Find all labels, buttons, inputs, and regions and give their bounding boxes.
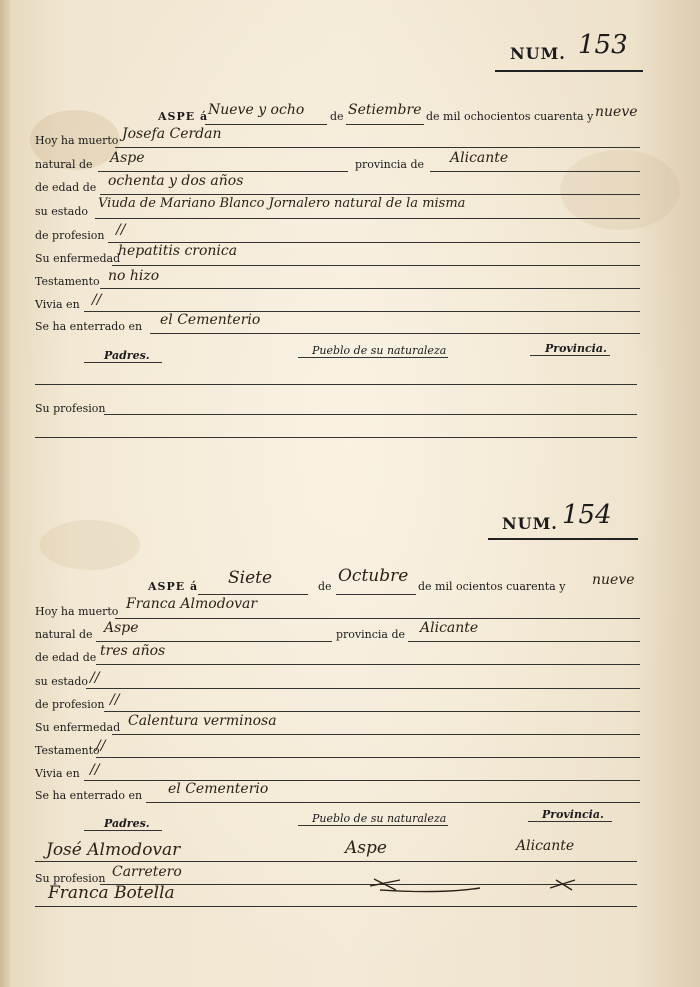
record-number-label: NUM. bbox=[502, 514, 558, 533]
number-rule bbox=[495, 70, 643, 72]
place-label: ASPE á bbox=[148, 580, 199, 593]
binding-edge bbox=[0, 0, 10, 987]
native-line bbox=[96, 641, 332, 642]
month-line bbox=[336, 594, 416, 595]
number-rule bbox=[488, 538, 638, 540]
illness-label: Su enfermedad bbox=[35, 252, 121, 265]
day-value: Siete bbox=[228, 568, 273, 588]
parent-province: Alicante bbox=[516, 838, 575, 854]
col-rule bbox=[84, 362, 162, 363]
died-line bbox=[115, 618, 640, 619]
illness-label: Su enfermedad bbox=[35, 721, 121, 734]
illness-value: Calentura verminosa bbox=[128, 713, 277, 729]
year-label: de mil ocientos cuarenta y bbox=[418, 580, 566, 593]
day-line bbox=[198, 594, 308, 595]
buried-label: Se ha enterrado en bbox=[35, 320, 143, 333]
native-line bbox=[98, 171, 348, 172]
died-value: Josefa Cerdan bbox=[122, 126, 222, 142]
month-value: Octubre bbox=[338, 566, 409, 586]
col-province: Provincia. bbox=[545, 342, 607, 355]
will-label: Testamento bbox=[35, 275, 100, 288]
parent-profession: Carretero bbox=[112, 864, 182, 880]
profession-line bbox=[104, 711, 640, 712]
province-line bbox=[430, 171, 640, 172]
age-value: tres años bbox=[100, 643, 166, 659]
col-rule bbox=[298, 357, 448, 358]
buried-line bbox=[150, 333, 640, 334]
will-line bbox=[96, 757, 640, 758]
state-value: Viuda de Mariano Blanco Jornalero natural de la misma bbox=[98, 196, 466, 211]
mother-line bbox=[35, 906, 637, 907]
parents-line bbox=[35, 861, 637, 862]
age-value: ochenta y dos años bbox=[108, 173, 244, 189]
col-rule bbox=[298, 825, 448, 826]
died-label: Hoy ha muerto bbox=[35, 605, 119, 618]
lived-label: Vivia en bbox=[35, 767, 80, 780]
died-line bbox=[115, 147, 640, 148]
lived-value: // bbox=[92, 292, 102, 308]
su-profesion-label: Su profesion bbox=[35, 872, 106, 885]
age-label: de edad de bbox=[35, 181, 97, 194]
native-value: Aspe bbox=[110, 150, 145, 166]
age-label: de edad de bbox=[35, 651, 97, 664]
col-province: Provincia. bbox=[542, 808, 604, 821]
profession-value: // bbox=[116, 222, 126, 238]
province-value: Alicante bbox=[450, 150, 509, 166]
will-line bbox=[100, 288, 640, 289]
lived-value: // bbox=[90, 762, 100, 778]
de-label: de bbox=[330, 110, 344, 123]
will-value: no hizo bbox=[108, 268, 160, 284]
record-number: 153 bbox=[578, 30, 628, 60]
died-label: Hoy ha muerto bbox=[35, 134, 119, 147]
year-label: de mil ochocientos cuarenta y bbox=[426, 110, 594, 123]
state-label: su estado bbox=[35, 675, 89, 688]
strike-mark bbox=[370, 879, 480, 892]
state-line bbox=[86, 688, 640, 689]
buried-value: el Cementerio bbox=[168, 781, 269, 797]
su-profesion-label: Su profesion bbox=[35, 402, 106, 415]
province-value: Alicante bbox=[420, 620, 479, 636]
state-label: su estado bbox=[35, 205, 89, 218]
mother-line bbox=[35, 437, 637, 438]
age-line bbox=[100, 194, 640, 195]
parents-line bbox=[35, 384, 637, 385]
native-label: natural de bbox=[35, 158, 93, 171]
col-town: Pueblo de su naturaleza bbox=[312, 812, 447, 825]
profession-label: de profesion bbox=[35, 698, 105, 711]
profession-label: de profesion bbox=[35, 229, 105, 242]
parent-town: Aspe bbox=[345, 838, 387, 858]
month-line bbox=[346, 124, 424, 125]
year-value: nueve bbox=[592, 572, 635, 588]
strike-mark bbox=[550, 880, 575, 890]
died-value: Franca Almodovar bbox=[126, 596, 258, 612]
province-label: provincia de bbox=[336, 628, 406, 641]
will-value: // bbox=[96, 738, 106, 754]
su-profesion-line bbox=[104, 414, 637, 415]
native-value: Aspe bbox=[104, 620, 139, 636]
illness-line bbox=[112, 734, 640, 735]
col-rule bbox=[84, 830, 162, 831]
buried-line bbox=[146, 802, 640, 803]
province-line bbox=[408, 641, 640, 642]
col-rule bbox=[528, 821, 612, 822]
year-value: nueve bbox=[595, 104, 638, 120]
parent-father: José Almodovar bbox=[46, 840, 181, 860]
day-value: Nueve y ocho bbox=[208, 102, 305, 118]
province-label: provincia de bbox=[355, 158, 425, 171]
age-line bbox=[96, 664, 640, 665]
col-rule bbox=[530, 355, 610, 356]
state-value: // bbox=[90, 670, 100, 686]
col-parents: Padres. bbox=[104, 349, 150, 362]
parent-mother: Franca Botella bbox=[48, 883, 175, 903]
month-value: Setiembre bbox=[348, 102, 422, 118]
strike-marks bbox=[360, 876, 620, 900]
col-town: Pueblo de su naturaleza bbox=[312, 344, 447, 357]
illness-value: hepatitis cronica bbox=[118, 243, 238, 259]
illness-line bbox=[112, 265, 640, 266]
will-label: Testamento bbox=[35, 744, 100, 757]
lived-label: Vivia en bbox=[35, 298, 80, 311]
record-number-label: NUM. bbox=[510, 44, 566, 63]
col-parents: Padres. bbox=[104, 817, 150, 830]
place-label: ASPE á bbox=[158, 110, 209, 123]
paper-stain bbox=[40, 520, 140, 570]
profession-value: // bbox=[110, 692, 120, 708]
record-number: 154 bbox=[562, 500, 612, 530]
native-label: natural de bbox=[35, 628, 93, 641]
buried-value: el Cementerio bbox=[160, 312, 261, 328]
day-line bbox=[205, 124, 327, 125]
de-label: de bbox=[318, 580, 332, 593]
buried-label: Se ha enterrado en bbox=[35, 789, 143, 802]
state-line bbox=[95, 218, 640, 219]
